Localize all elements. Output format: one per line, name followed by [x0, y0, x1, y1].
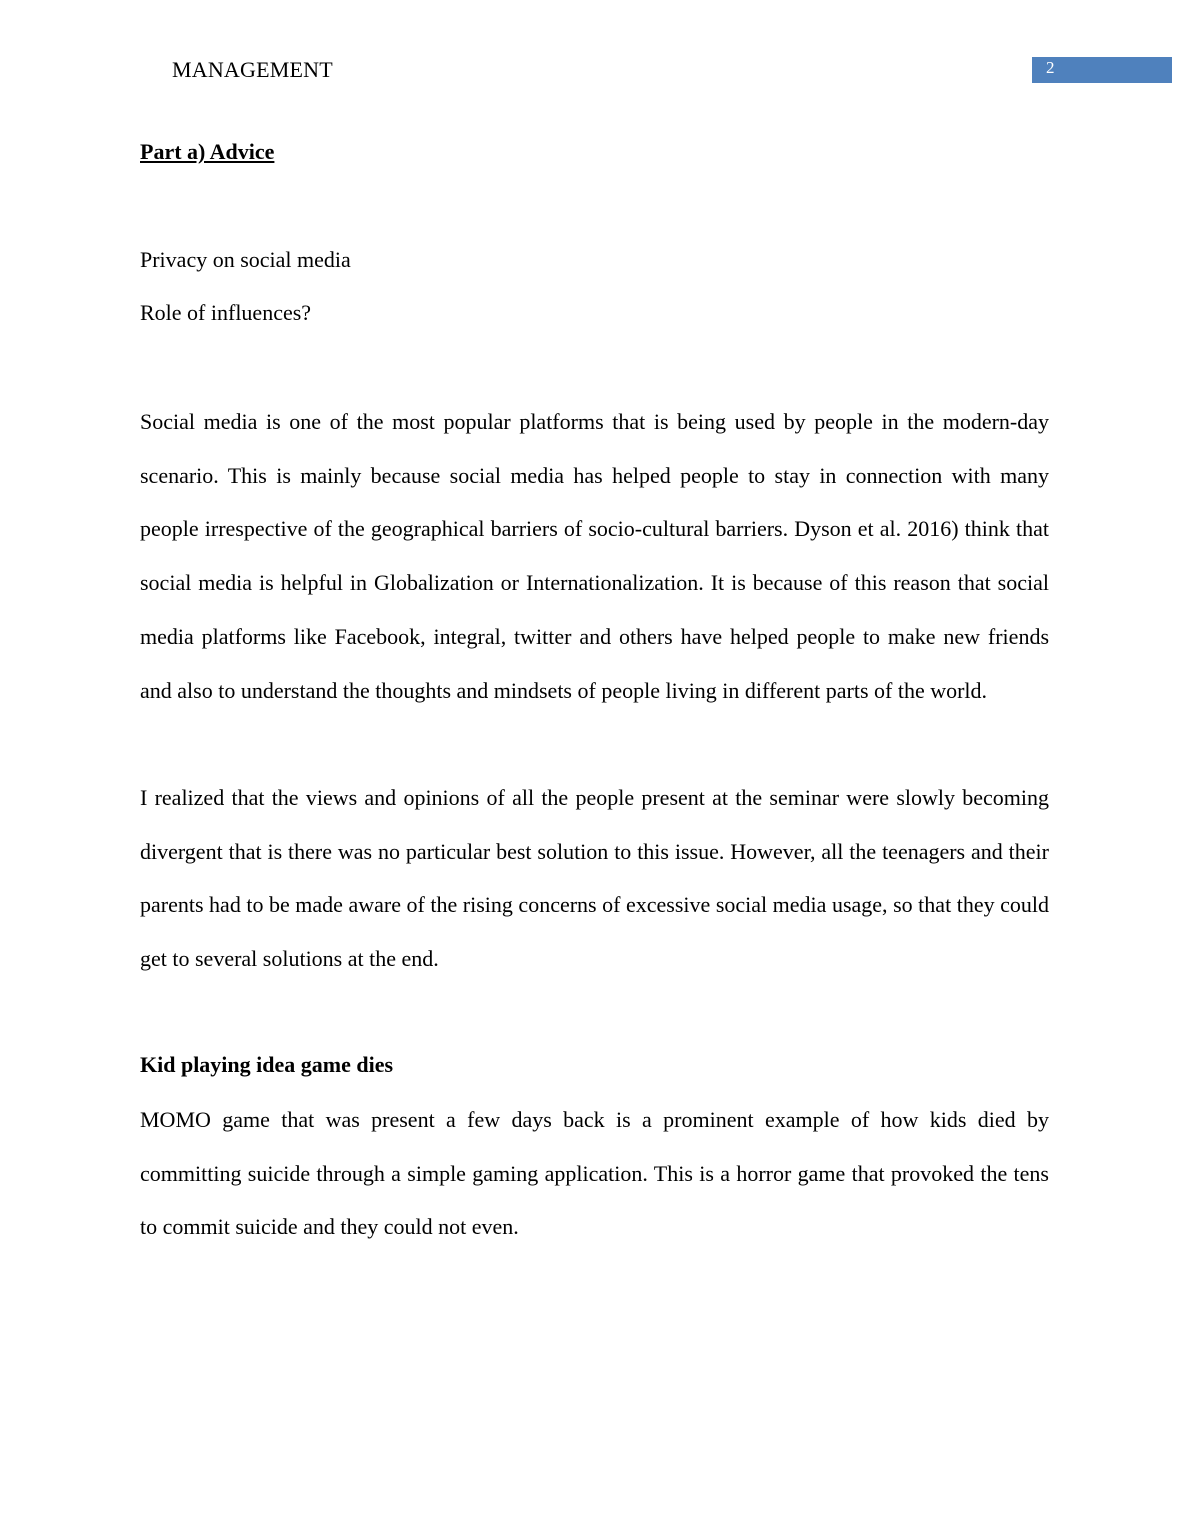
topic-influences: Role of influences?: [140, 300, 312, 325]
part-a-heading: Part a) Advice: [140, 139, 275, 164]
topic-privacy: Privacy on social media: [140, 247, 351, 272]
page-number: 2: [1046, 58, 1055, 77]
paragraph-seminar: I realized that the views and opinions of all the people present at the seminar were slowly becoming divergent that is there was no particular best solution to this issue. However, all the teenagers and their parents had to be made aware of the rising concerns of excessive social media usage, so that they could get to several solutions at the end.: [140, 785, 1049, 972]
paragraph-momo: MOMO game that was present a few days back is a prominent example of how kids died by committing suicide through a simple gaming application. This is a horror game that provoked the tens to commit suicide and they could not even.: [140, 1107, 1049, 1240]
page-number-badge: [1032, 57, 1172, 83]
kid-game-heading: Kid playing idea game dies: [140, 1052, 394, 1077]
running-header-title: MANAGEMENT: [172, 57, 333, 82]
paragraph-social-media: Social media is one of the most popular platforms that is being used by people in the modern-day scenario. This is mainly because social media has helped people to stay in connection with many people irrespective of the geographical barriers of socio-cultural barriers. Dyson et al. 2016) think that social media is helpful in Globalization or Internationalization. It is because of this reason that social media platforms like Facebook, integral, twitter and others have helped people to make new friends and also to understand the thoughts and mindsets of people living in different parts of the world.: [140, 409, 1049, 703]
